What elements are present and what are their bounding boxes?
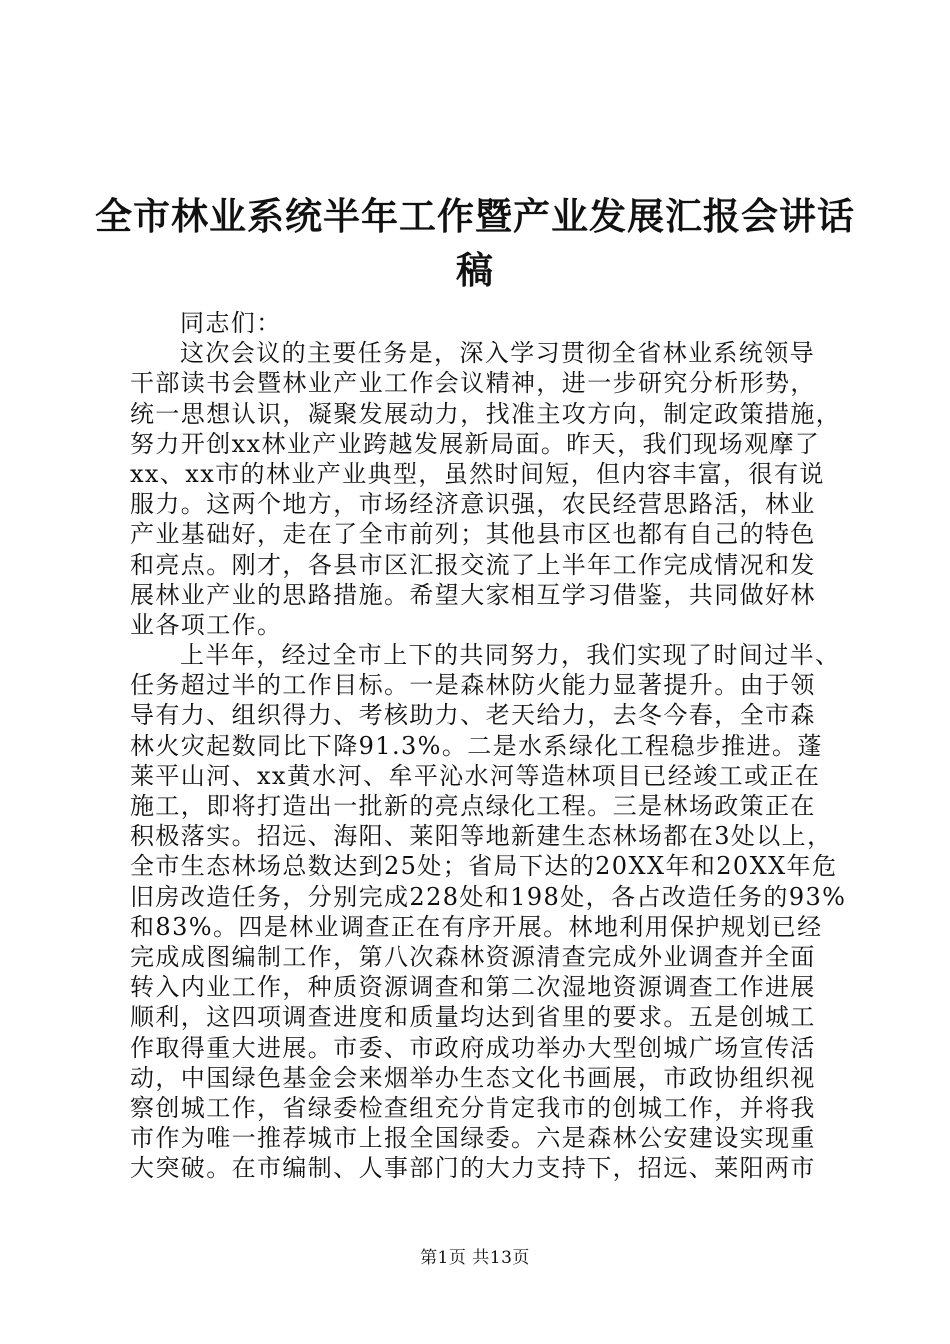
page-number-footer: 第1页 共13页 bbox=[420, 1248, 530, 1268]
salutation: 同志们： bbox=[180, 309, 282, 337]
paragraph-line: 这次会议的主要任务是，深入学习贯彻全省林业系统领导 bbox=[180, 339, 815, 368]
document-body bbox=[130, 308, 847, 1183]
paragraph-line: 服力。这两个地方，市场经济意识强，农民经营思路活，林业 bbox=[130, 490, 816, 519]
paragraph-line: 努力开创xx林业产业跨越发展新局面。昨天，我们现场观摩了 bbox=[130, 429, 821, 458]
document-title-line-2: 稿 bbox=[456, 249, 494, 292]
paragraph-line: 干部读书会暨林业产业工作会议精神，进一步研究分析形势， bbox=[130, 369, 816, 398]
paragraph-line: 和83%。四是林业调查正在有序开展。林地利用保护规划已经 bbox=[130, 912, 823, 941]
paragraph-line: 上半年，经过全市上下的共同努力，我们实现了时间过半、 bbox=[180, 641, 841, 670]
paragraph-line: 转入内业工作，种质资源调查和第二次湿地资源调查工作进展 bbox=[130, 973, 816, 1002]
paragraph-line: 完成成图编制工作，第八次森林资源清查完成外业调查并全面 bbox=[130, 942, 816, 971]
paragraph-line: 旧房改造任务，分别完成228处和198处，各占改造任务的93% bbox=[130, 882, 847, 911]
paragraph-line: 林火灾起数同比下降91.3%。二是水系绿化工程稳步推进。蓬 bbox=[130, 731, 823, 760]
paragraph-line: 察创城工作，省绿委检查组充分肯定我市的创城工作，并将我 bbox=[130, 1093, 816, 1122]
paragraph-line: 顺利，这四项调查进度和质量均达到省里的要求。五是创城工 bbox=[130, 1003, 816, 1032]
paragraph-line: 和亮点。刚才，各县市区汇报交流了上半年工作完成情况和发 bbox=[130, 550, 816, 579]
paragraph-line: 全市生态林场总数达到25处；省局下达的20XX年和20XX年危 bbox=[130, 852, 838, 881]
paragraph-line: xx、xx市的林业产业典型，虽然时间短，但内容丰富，很有说 bbox=[130, 459, 825, 488]
paragraph-line: 积极落实。招远、海阳、莱阳等地新建生态林场都在3处以上， bbox=[130, 822, 833, 851]
paragraph-line: 莱平山河、xx黄水河、牟平沁水河等造林项目已经竣工或正在 bbox=[130, 761, 821, 790]
paragraph-line: 任务超过半的工作目标。一是森林防火能力显著提升。由于领 bbox=[130, 671, 816, 700]
paragraph-1 bbox=[130, 338, 842, 640]
paragraph-line: 产业基础好，走在了全市前列；其他县市区也都有自己的特色 bbox=[130, 520, 816, 549]
paragraph-line: 市作为唯一推荐城市上报全国绿委。六是森林公安建设实现重 bbox=[130, 1124, 816, 1153]
paragraph-line: 作取得重大进展。市委、市政府成功举办大型创城广场宣传活 bbox=[130, 1033, 816, 1062]
paragraph-line: 动，中国绿色基金会来烟举办生态文化书画展，市政协组织视 bbox=[130, 1063, 816, 1092]
document-title-line-1: 全市林业系统半年工作暨产业发展汇报会讲话 bbox=[95, 195, 855, 238]
paragraph-line: 统一思想认识，凝聚发展动力，找准主攻方向，制定政策措施， bbox=[130, 399, 842, 428]
paragraph-2 bbox=[130, 640, 847, 1183]
paragraph-line: 大突破。在市编制、人事部门的大力支持下，招远、莱阳两市 bbox=[130, 1154, 816, 1183]
paragraph-line: 展林业产业的思路措施。希望大家相互学习借鉴，共同做好林 bbox=[130, 580, 816, 609]
paragraph-line: 业各项工作。 bbox=[130, 610, 283, 639]
paragraph-line: 导有力、组织得力、考核助力、老天给力，去冬今春，全市森 bbox=[130, 701, 816, 730]
paragraph-line: 施工，即将打造出一批新的亮点绿化工程。三是林场政策正在 bbox=[130, 792, 816, 820]
